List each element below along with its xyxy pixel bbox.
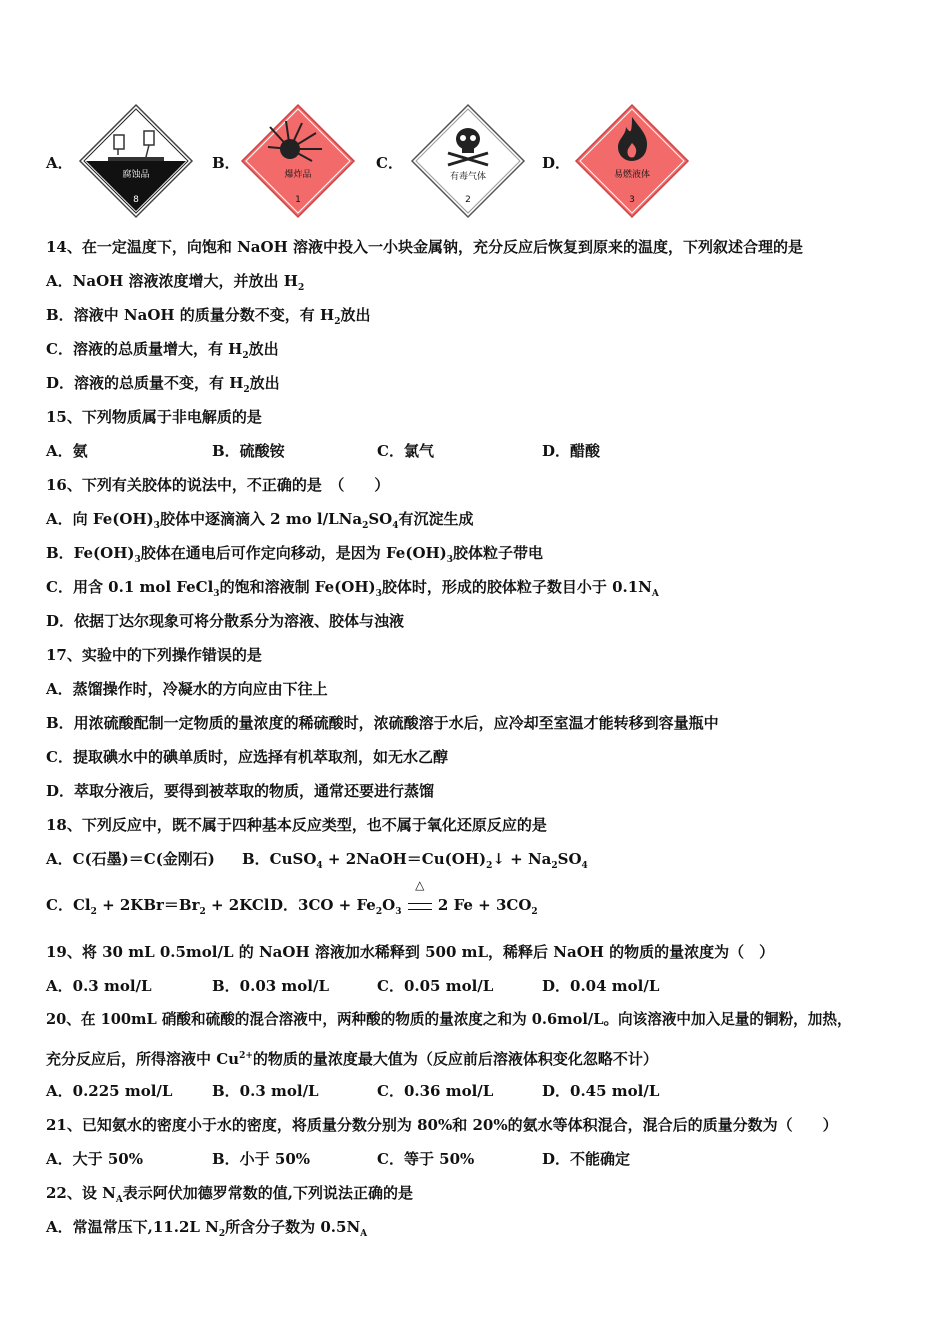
q19-option-b[interactable]: B．0.03 mol/L xyxy=(212,977,330,995)
q17-option-d[interactable]: D．萃取分液后，要得到被萃取的物质，通常还要进行蒸馏 xyxy=(46,782,435,800)
question-22-stem: 22、设 $N_A$表示阿伏加德罗常数的值,下列说法正确的是 xyxy=(46,1184,414,1205)
q15-option-b[interactable]: B．硫酸铵 xyxy=(212,442,285,460)
flame-icon xyxy=(574,103,690,219)
q20-option-c[interactable]: C．0.36 mol/L xyxy=(377,1082,494,1100)
q20-option-a[interactable]: A．0.225 mol/L xyxy=(46,1082,173,1100)
svg-text:爆炸品: 爆炸品 xyxy=(284,170,312,180)
q18-option-c[interactable]: C．$Cl_2 + 2KBr=Br_2 + 2KCl$ xyxy=(46,896,270,917)
question-16-stem: 16、下列有关胶体的说法中，不正确的是 （ ） xyxy=(46,476,390,494)
q20-option-d[interactable]: D．0.45 mol/L xyxy=(542,1082,660,1100)
q17-option-c[interactable]: C．提取碘水中的碘单质时，应选择有机萃取剂，如无水乙醇 xyxy=(46,748,448,766)
q17-option-b[interactable]: B．用浓硫酸配制一定物质的量浓度的稀硫酸时，浓硫酸溶于水后，应冷却至室温才能转移到容量瓶中 xyxy=(46,714,719,732)
explosive-sign[interactable] xyxy=(240,103,356,219)
question-20-stem-line1: 20、在 100mL 硝酸和硫酸的混合溶液中，两种酸的物质的量浓度之和为 0.6mol/L。向该溶液中加入足量的铜粉，加热， xyxy=(46,1011,852,1028)
flammable-liquid-sign[interactable] xyxy=(574,103,690,219)
q18-option-b[interactable]: B．CuSO$_4$ + $2NaOH=Cu(OH)_2↓ + Na_2SO_4$ xyxy=(242,850,588,871)
q20-option-b[interactable]: B．0.3 mol/L xyxy=(212,1082,319,1100)
question-21-stem: 21、已知氨水的密度小于水的密度，将质量分数分别为 80%和 20%的氨水等体积混合，混合后的质量分数为（ ） xyxy=(46,1116,838,1134)
toxic-gas-sign[interactable] xyxy=(410,103,526,219)
q18-option-d[interactable]: D．$3CO + Fe_2O_3$ △ 2 $Fe + 3CO_2$ xyxy=(270,878,538,917)
option-label-d: D． xyxy=(542,154,571,172)
q19-option-c[interactable]: C．0.05 mol/L xyxy=(377,977,494,995)
q15-option-c[interactable]: C．氯气 xyxy=(377,442,434,460)
q14-option-a[interactable]: A．NaOH 溶液浓度增大，并放出 $H_2$ xyxy=(46,272,305,293)
q17-option-a[interactable]: A．蒸馏操作时，冷凝水的方向应由下往上 xyxy=(46,680,328,698)
svg-text:易燃液体: 易燃液体 xyxy=(613,170,651,180)
svg-text:8: 8 xyxy=(133,195,139,205)
q16-option-b[interactable]: B．$Fe(OH)_3$胶体在通电后可作定向移动，是因为 $Fe(OH)_3$胶体粒子带电 xyxy=(46,544,544,565)
svg-text:有毒气体: 有毒气体 xyxy=(449,172,487,182)
corrosive-icon xyxy=(78,103,194,219)
toxic-skull-icon xyxy=(410,103,526,219)
question-18-stem: 18、下列反应中，既不属于四种基本反应类型，也不属于氧化还原反应的是 xyxy=(46,816,547,834)
q21-option-b[interactable]: B．小于 50% xyxy=(212,1150,311,1168)
question-14-stem: 14、在一定温度下，向饱和 NaOH 溶液中投入一小块金属钠，充分反应后恢复到原来的温度，下列叙述合理的是 xyxy=(46,238,803,256)
option-label-c: C． xyxy=(376,154,403,172)
heating-condition-sign: △ xyxy=(407,895,433,915)
corrosive-sign[interactable] xyxy=(78,103,194,219)
q22-option-a[interactable]: A．常温常压下,11.2L $N_2$所含分子数为 $0.5N_A$ xyxy=(46,1218,368,1239)
sign-text: 腐蚀品 xyxy=(122,170,150,180)
svg-text:1: 1 xyxy=(295,195,301,205)
svg-text:2: 2 xyxy=(465,195,471,205)
q14-option-b[interactable]: B．溶液中 NaOH 的质量分数不变，有 $H_2$放出 xyxy=(46,306,371,327)
q14-option-d[interactable]: D．溶液的总质量不变，有 $H_2$放出 xyxy=(46,374,280,395)
question-20-stem-line2: 充分反应后，所得溶液中 $Cu^{2+}$的物质的量浓度最大值为（反应前后溶液体积变化忽略不计） xyxy=(46,1050,658,1068)
q21-option-a[interactable]: A．大于 50% xyxy=(46,1150,143,1168)
option-label-b: B． xyxy=(212,154,240,172)
q15-option-a[interactable]: A．氨 xyxy=(46,442,88,460)
q19-option-d[interactable]: D．0.04 mol/L xyxy=(542,977,660,995)
question-15-stem: 15、下列物质属于非电解质的是 xyxy=(46,408,262,426)
q14-option-c[interactable]: C．溶液的总质量增大，有 $H_2$放出 xyxy=(46,340,279,361)
q18-option-a[interactable]: A．C(石墨)＝C(金刚石) xyxy=(46,850,215,868)
q19-option-a[interactable]: A．0.3 mol/L xyxy=(46,977,152,995)
question-17-stem: 17、实验中的下列操作错误的是 xyxy=(46,646,262,664)
q21-option-c[interactable]: C．等于 50% xyxy=(377,1150,475,1168)
explosive-icon xyxy=(240,103,356,219)
question-19-stem: 19、将 30 mL 0.5mol/L 的 NaOH 溶液加水稀释到 500 mL，稀释后 NaOH 的物质的量浓度为（ ） xyxy=(46,943,775,961)
q21-option-d[interactable]: D．不能确定 xyxy=(542,1150,631,1168)
q16-option-d[interactable]: D．依据丁达尔现象可将分散系分为溶液、胶体与浊液 xyxy=(46,612,405,630)
option-label-a: A． xyxy=(46,154,73,172)
q16-option-c[interactable]: C．用含 0.1 mol FeCl$_3$的饱和溶液制 $Fe(OH)_3$胶体时，形成的胶体粒子数目小于 $0.1N_A$ xyxy=(46,578,659,599)
svg-text:3: 3 xyxy=(629,195,635,205)
q15-option-d[interactable]: D．醋酸 xyxy=(542,442,601,460)
q16-option-a[interactable]: A．向 $Fe(OH)_3$胶体中逐滴滴入 2 mo $l/LNa_2SO_4$有沉淀生成 xyxy=(46,510,474,531)
